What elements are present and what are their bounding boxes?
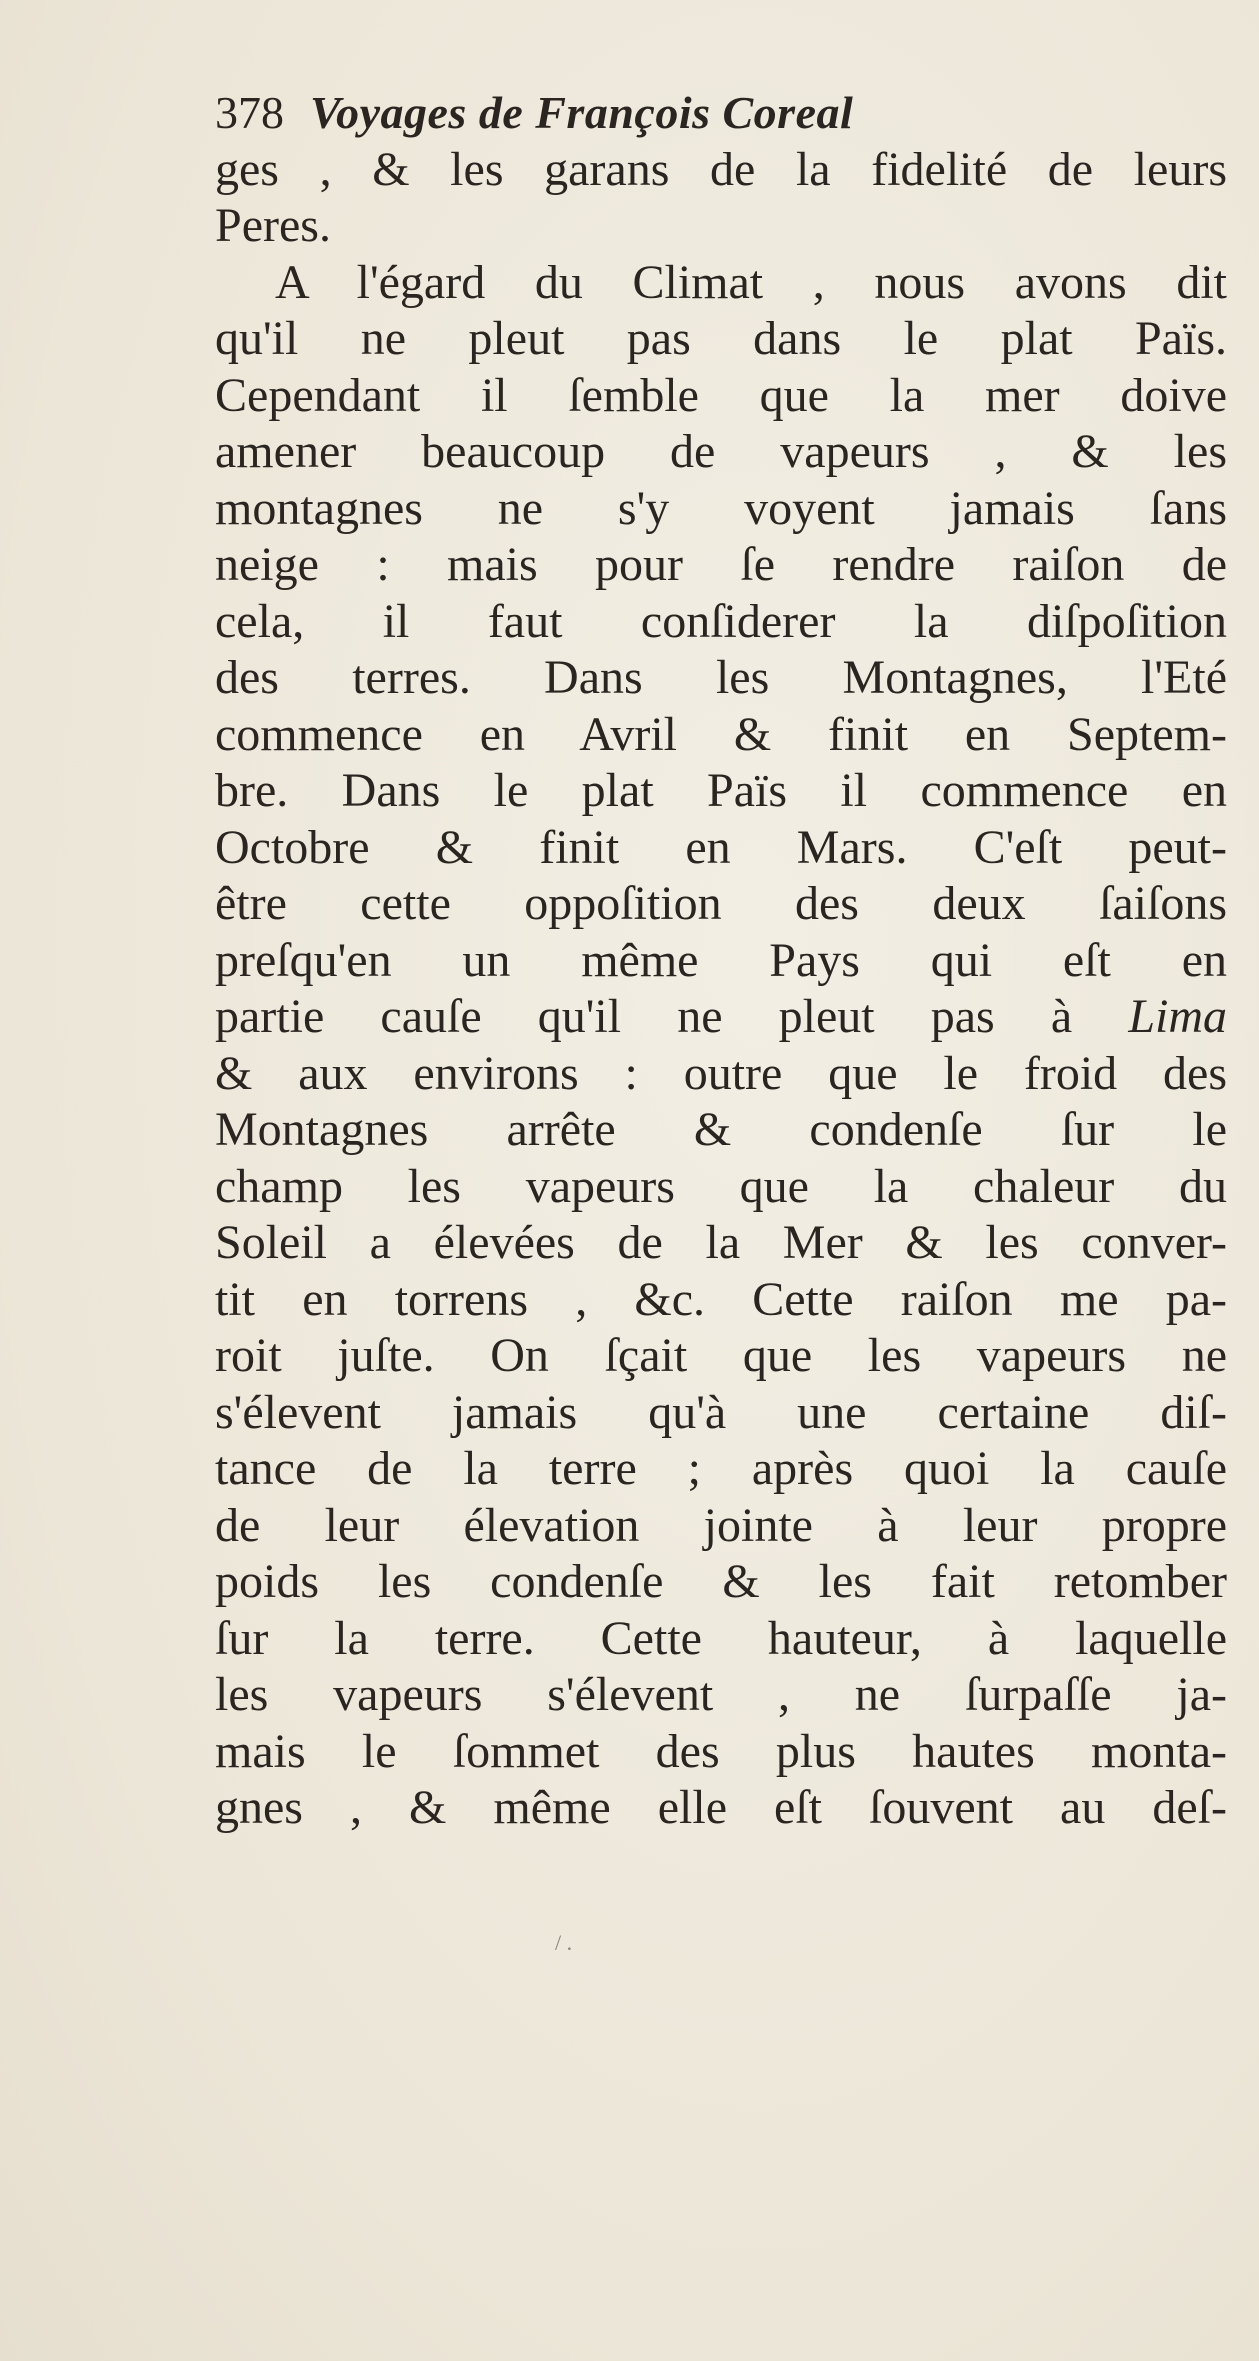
text-line: Cependant il ſemble que la mer doive [215, 368, 1227, 422]
text-line: bre. Dans le plat Païs il commence en [215, 764, 1227, 817]
text-line: A l'égard du Climat , nous avons dit [275, 255, 1227, 309]
running-header [215, 85, 1227, 142]
bottom-mark: / . [555, 1930, 573, 1955]
text-line: amener beaucoup de vapeurs , & les [215, 425, 1227, 478]
text-line: ſur la terre. Cette hauteur, à laquelle [215, 1611, 1227, 1665]
page-text [215, 85, 1227, 1837]
text-line: neige : mais pour ſe rendre raiſon de [215, 538, 1227, 591]
text-line: Octobre & finit en Mars. C'eſt peut- [215, 820, 1227, 874]
page-number: 378 [215, 87, 284, 138]
text-line: être cette oppoſition des deux ſaiſons [215, 877, 1227, 930]
text-line: gnes , & même elle eſt ſouvent au deſ- [215, 1781, 1227, 1834]
text-line: preſqu'en un même Pays qui eſt en [215, 933, 1227, 987]
text-line: Montagnes arrête & condenſe ſur le [215, 1103, 1227, 1156]
italic-place-name: Lima [1128, 990, 1228, 1043]
text-line: Soleil a élevées de la Mer & les conver- [215, 1216, 1227, 1269]
text-line-segment: partie cauſe qu'il ne pleut pas à [215, 990, 1073, 1043]
text-line: champ les vapeurs que la chaleur du [215, 1159, 1227, 1213]
text-line: poids les condenſe & les fait retomber [215, 1555, 1227, 1608]
text-line: Peres. [215, 199, 331, 252]
text-line: cela, il faut conſiderer la diſpoſition [215, 594, 1227, 648]
text-line: s'élevent jamais qu'à une certaine diſ- [215, 1385, 1227, 1439]
text-line: mais le ſommet des plus hautes monta- [215, 1724, 1227, 1778]
text-line: tance de la terre ; après quoi la cauſe [215, 1442, 1227, 1495]
text-line: commence en Avril & finit en Septem- [215, 707, 1227, 761]
body-text [215, 142, 1227, 1837]
text-line: ges , & les garans de la fidelité de leurs [215, 142, 1227, 196]
text-line: roit juſte. On ſçait que les vapeurs ne [215, 1329, 1227, 1382]
text-line: des terres. Dans les Montagnes, l'Eté [215, 651, 1227, 704]
running-title: Voyages de François Coreal [310, 87, 854, 138]
text-line: qu'il ne pleut pas dans le plat Païs. [215, 312, 1227, 365]
text-line: montagnes ne s'y voyent jamais ſans [215, 481, 1227, 535]
text-line: & aux environs : outre que le froid des [215, 1046, 1227, 1100]
text-line: de leur élevation jointe à leur propre [215, 1498, 1227, 1552]
text-line [215, 989, 1227, 1046]
text-line: tit en torrens , &c. Cette raiſon me pa- [215, 1272, 1227, 1326]
text-line: les vapeurs s'élevent , ne ſurpaſſe ja- [215, 1668, 1227, 1721]
